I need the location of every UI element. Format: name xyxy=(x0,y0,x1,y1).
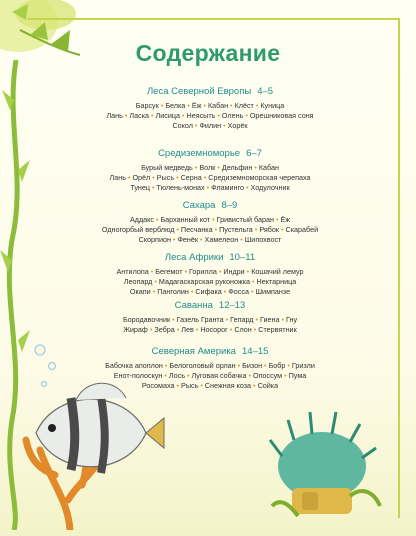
animal-name: Ёж xyxy=(280,215,291,224)
separator-dot: • xyxy=(210,215,217,224)
separator-dot: • xyxy=(193,325,201,334)
separator-dot: • xyxy=(250,277,257,286)
animal-list-line xyxy=(80,225,340,235)
animal-name: Слон xyxy=(234,325,252,334)
animal-name: Скарабей xyxy=(285,225,319,234)
animal-name: Ходулочник xyxy=(250,183,290,192)
separator-dot: • xyxy=(147,325,155,334)
section-heading xyxy=(80,200,340,211)
separator-dot: • xyxy=(153,215,161,224)
separator-dot: • xyxy=(235,361,243,370)
angelfish-illustration xyxy=(16,378,166,488)
animal-name: Фламинго xyxy=(211,183,244,192)
animal-name: Бабочка апоплон xyxy=(105,361,163,370)
separator-dot: • xyxy=(228,101,235,110)
separator-dot: • xyxy=(162,371,169,380)
separator-dot: • xyxy=(150,287,158,296)
animal-name: Лисица xyxy=(155,111,180,120)
animal-name: Сойка xyxy=(257,381,279,390)
page-title: Содержание xyxy=(135,40,281,66)
separator-dot: • xyxy=(251,325,259,334)
animal-name: Тюлень-монах xyxy=(156,183,205,192)
section-heading-text: Саванна xyxy=(174,300,213,311)
separator-dot: • xyxy=(212,225,220,234)
animal-name: Носорог xyxy=(200,325,228,334)
animal-name: Енот-полоскун xyxy=(113,371,163,380)
separator-dot: • xyxy=(223,315,231,324)
animal-name: Неясыть xyxy=(186,111,216,120)
section-heading-text: Леса Африки xyxy=(164,252,224,263)
separator-dot: • xyxy=(182,267,190,276)
separator-dot: • xyxy=(238,235,245,244)
section-page-range: 6–7 xyxy=(246,148,262,159)
separator-dot: • xyxy=(201,101,208,110)
separator-dot: • xyxy=(243,111,250,120)
separator-dot: • xyxy=(227,325,235,334)
toc-section-africa-forests xyxy=(80,252,340,297)
separator-dot: • xyxy=(252,225,260,234)
animal-name: Окапи xyxy=(129,287,151,296)
section-heading-text: Северная Америка xyxy=(151,346,236,357)
animal-name: Кабан xyxy=(207,101,229,110)
animal-name: Бизон xyxy=(242,361,263,370)
animal-name: Ласка xyxy=(129,111,149,120)
section-page-range: 14–15 xyxy=(241,346,269,357)
animal-list-line xyxy=(80,315,340,325)
animal-name: Бобр xyxy=(268,361,286,370)
separator-dot: • xyxy=(185,101,192,110)
animal-name: Гну xyxy=(285,315,298,324)
section-page-range: 4–5 xyxy=(257,86,274,97)
animal-name: Шипохвост xyxy=(244,235,282,244)
separator-dot: • xyxy=(174,381,182,390)
animal-name: Лань xyxy=(106,111,123,120)
animal-name: Рысь xyxy=(181,381,199,390)
animal-name: Панголин xyxy=(157,287,189,296)
section-heading xyxy=(80,300,340,311)
animal-list-line xyxy=(80,101,340,111)
separator-dot: • xyxy=(162,361,170,370)
animal-name: Хорёк xyxy=(227,121,248,130)
separator-dot: • xyxy=(253,315,260,324)
animal-name: Бурый медведь xyxy=(141,163,193,172)
separator-dot: • xyxy=(244,267,252,276)
animal-name: Луговая собачка xyxy=(191,371,247,380)
animal-name: Мадагаскарская руконожка xyxy=(158,277,251,286)
section-page-range: 8–9 xyxy=(221,200,238,211)
separator-dot: • xyxy=(251,381,258,390)
separator-dot: • xyxy=(221,121,228,130)
animal-name: Антилопа xyxy=(116,267,149,276)
separator-dot: • xyxy=(282,371,289,380)
animal-list-line xyxy=(80,163,340,173)
animal-name: Серна xyxy=(180,173,202,182)
animal-name: Орешниковая соня xyxy=(249,111,314,120)
animal-name: Филин xyxy=(199,121,222,130)
animal-name: Гризли xyxy=(291,361,315,370)
section-page-range: 10–11 xyxy=(229,252,256,263)
section-heading xyxy=(80,346,340,357)
separator-dot: • xyxy=(152,277,159,286)
separator-dot: • xyxy=(279,315,286,324)
animal-name: Куница xyxy=(260,101,285,110)
animal-list-line xyxy=(80,277,340,287)
animal-name: Тунец xyxy=(130,183,151,192)
frame-right-line xyxy=(398,18,400,518)
separator-dot: • xyxy=(215,163,222,172)
separator-dot: • xyxy=(215,111,222,120)
animal-name: Средиземноморская черепаха xyxy=(208,173,311,182)
separator-dot: • xyxy=(192,163,200,172)
section-heading-text: Леса Северной Европы xyxy=(146,86,252,97)
separator-dot: • xyxy=(150,183,157,192)
animal-name: Горилла xyxy=(189,267,217,276)
animal-name: Хамелеон xyxy=(204,235,239,244)
animal-name: Фенёк xyxy=(177,235,199,244)
animal-name: Бегемот xyxy=(155,267,183,276)
separator-dot: • xyxy=(204,183,212,192)
section-heading xyxy=(80,148,340,159)
animal-name: Гепард xyxy=(230,315,254,324)
animal-name: Лев xyxy=(181,325,194,334)
separator-dot: • xyxy=(148,267,156,276)
separator-dot: • xyxy=(279,225,286,234)
animal-list-line xyxy=(80,235,340,245)
animal-name: Леопард xyxy=(123,277,153,286)
section-heading xyxy=(80,86,340,97)
animal-name: Гривистый баран xyxy=(216,215,274,224)
animal-name: Фосса xyxy=(228,287,249,296)
separator-dot: • xyxy=(192,121,200,130)
animal-name: Рысь xyxy=(156,173,175,182)
toc-section-mediterranean xyxy=(80,148,340,193)
separator-dot: • xyxy=(174,225,181,234)
section-heading-text: Средиземноморье xyxy=(158,148,241,159)
separator-dot: • xyxy=(273,215,281,224)
animal-name: Олень xyxy=(221,111,244,120)
animal-list-line xyxy=(80,267,340,277)
animal-name: Бородавочник xyxy=(122,315,171,324)
separator-dot: • xyxy=(285,361,292,370)
animal-list-line xyxy=(80,287,340,297)
separator-dot: • xyxy=(188,287,196,296)
animal-name: Стервятник xyxy=(258,325,297,334)
animal-list-line xyxy=(80,361,340,371)
toc-section-north-europe xyxy=(80,86,340,131)
animal-name: Ёж xyxy=(191,101,202,110)
animal-name: Барханный кот xyxy=(160,215,211,224)
animal-name: Орёл xyxy=(132,173,151,182)
animal-name: Барсук xyxy=(135,101,159,110)
separator-dot: • xyxy=(170,235,178,244)
animal-list-line xyxy=(80,111,340,121)
separator-dot: • xyxy=(243,183,251,192)
section-heading-text: Сахара xyxy=(182,200,216,211)
separator-dot: • xyxy=(252,163,259,172)
separator-dot: • xyxy=(216,267,224,276)
animal-list-line xyxy=(80,325,340,335)
separator-dot: • xyxy=(179,111,187,120)
separator-dot: • xyxy=(262,361,269,370)
separator-dot: • xyxy=(246,371,253,380)
animal-list-line xyxy=(80,215,340,225)
animal-name: Шимпанзе xyxy=(255,287,291,296)
animal-name: Рябок xyxy=(259,225,280,234)
animal-name: Жираф xyxy=(123,325,148,334)
sea-anemone-illustration xyxy=(262,396,382,526)
animal-name: Скорпион xyxy=(138,235,171,244)
animal-name: Опоссум xyxy=(253,371,283,380)
toc-section-savanna xyxy=(80,300,340,335)
animal-name: Кошачий лемур xyxy=(251,267,304,276)
animal-name: Нектарница xyxy=(256,277,297,286)
animal-name: Снежная коза xyxy=(204,381,252,390)
separator-dot: • xyxy=(158,101,166,110)
separator-dot: • xyxy=(122,111,130,120)
animal-name: Волк xyxy=(199,163,216,172)
separator-dot: • xyxy=(125,173,133,182)
animal-name: Сокол xyxy=(172,121,193,130)
animal-name: Кабан xyxy=(258,163,279,172)
separator-dot: • xyxy=(198,235,205,244)
animal-name: Индри xyxy=(223,267,245,276)
animal-name: Лось xyxy=(168,371,185,380)
animal-name: Песчанка xyxy=(180,225,213,234)
toc-section-sahara xyxy=(80,200,340,245)
animal-name: Одногорбый верблюд xyxy=(101,225,175,234)
section-heading xyxy=(80,252,340,263)
animal-list-line xyxy=(80,183,340,193)
animal-name: Гиена xyxy=(260,315,280,324)
animal-name: Лань xyxy=(109,173,126,182)
separator-dot: • xyxy=(149,111,156,120)
animal-name: Клёст xyxy=(234,101,254,110)
separator-dot: • xyxy=(221,287,229,296)
animal-name: Пустельга xyxy=(219,225,253,234)
animal-list-line xyxy=(80,121,340,131)
section-page-range: 12–13 xyxy=(218,300,246,311)
separator-dot: • xyxy=(174,173,181,182)
separator-dot: • xyxy=(170,315,177,324)
animal-name: Белоголовый орлан xyxy=(169,361,236,370)
animal-name: Белка xyxy=(165,101,186,110)
animal-name: Зебра xyxy=(154,325,175,334)
animal-name: Дельфин xyxy=(221,163,253,172)
animal-name: Сифака xyxy=(195,287,222,296)
animal-list-line xyxy=(80,173,340,183)
separator-dot: • xyxy=(253,101,261,110)
separator-dot: • xyxy=(184,371,192,380)
separator-dot: • xyxy=(248,287,256,296)
separator-dot: • xyxy=(201,173,209,182)
separator-dot: • xyxy=(150,173,157,182)
separator-dot: • xyxy=(198,381,205,390)
separator-dot: • xyxy=(174,325,182,334)
animal-name: Газель Гранта xyxy=(176,315,224,324)
animal-name: Пума xyxy=(288,371,307,380)
animal-name: Росомаха xyxy=(141,381,175,390)
frame-top-line xyxy=(28,18,398,20)
animal-name: Аддакс xyxy=(129,215,154,224)
